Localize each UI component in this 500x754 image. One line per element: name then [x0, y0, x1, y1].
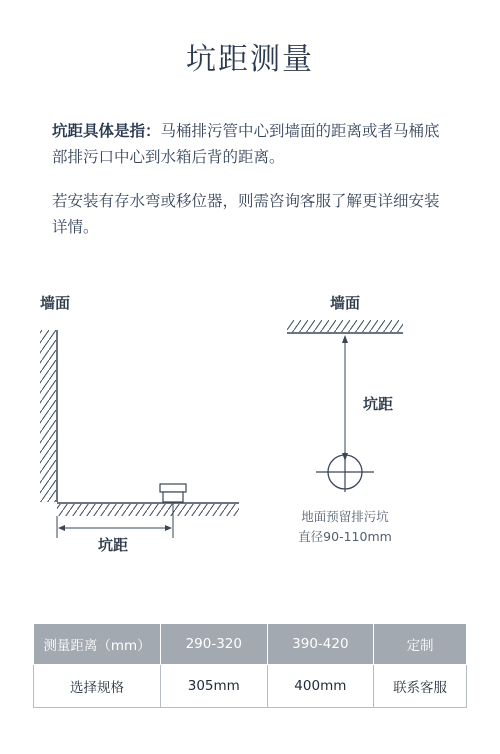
cell-400mm: 400mm	[267, 665, 374, 708]
table-row	[34, 665, 467, 708]
cell-select-spec: 选择规格	[34, 665, 161, 708]
right-distance-dimension	[342, 335, 348, 461]
definition-lead: 坑距具体是指：	[52, 122, 161, 140]
header-range-290-320: 290-320	[161, 624, 268, 665]
definition-paragraph	[52, 118, 452, 170]
right-wall-label: 墙面	[330, 294, 361, 312]
header-custom: 定制	[374, 624, 467, 665]
left-floor	[57, 503, 239, 516]
cell-305mm: 305mm	[161, 665, 268, 708]
install-note-paragraph: 若安装有存水弯或移位器，则需咨询客服了解更详细安装详情。	[52, 192, 440, 236]
drain-pipe-fitting	[160, 484, 186, 502]
spec-table-header-row	[34, 624, 467, 665]
definition-text: 马桶排污管中心到墙面的距离或者马桶底部排污口中心到水箱后背的距离。	[52, 122, 440, 166]
drain-hole-symbol	[316, 452, 374, 492]
measurement-diagram	[0, 280, 500, 580]
left-wall	[40, 330, 57, 502]
cell-contact-service: 联系客服	[374, 665, 467, 708]
drain-note-line2: 直径90-110mm	[298, 529, 392, 544]
left-distance-label: 坑距	[98, 536, 129, 554]
page-title: 坑距测量	[186, 42, 314, 77]
header-measure-distance: 测量距离（mm）	[34, 624, 161, 665]
header-range-390-420: 390-420	[267, 624, 374, 665]
spec-table	[33, 623, 467, 708]
right-distance-label: 坑距	[363, 395, 394, 413]
right-wall	[287, 320, 403, 333]
drain-note-line1: 地面预留排污坑	[301, 509, 389, 524]
left-wall-label: 墙面	[40, 294, 71, 312]
